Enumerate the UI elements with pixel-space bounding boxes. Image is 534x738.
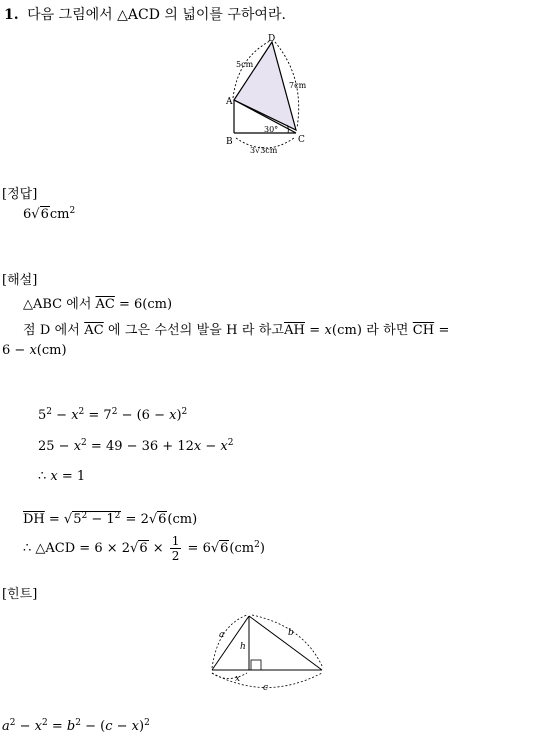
equation-3: ∴ x = 1	[38, 469, 86, 484]
answer-value: $6√6cm^2$	[23, 206, 76, 222]
solution-header: [해설]	[2, 273, 38, 288]
problem-text: 다음 그림에서 △ACD 의 넓이를 구하여라.	[27, 7, 286, 23]
angle-label: 30°	[264, 125, 279, 134]
answer-header: [정답]	[2, 187, 38, 202]
solution-line2b: 6 − x(cm)	[2, 343, 67, 358]
length-bc: 3√3cm	[250, 146, 278, 155]
hint-formula: $a^2 - x^2 = b^2 - (c - x)^2$	[2, 718, 150, 734]
triangle-figure	[222, 32, 312, 156]
problem-number: 1.	[4, 7, 19, 23]
length-ad: 5cm	[236, 60, 254, 69]
hint-label-b: b	[288, 628, 294, 638]
hint-label-c: c	[263, 683, 269, 692]
hint-label-x: x	[235, 674, 241, 684]
problem-statement	[4, 4, 286, 24]
hint-header: [힌트]	[2, 587, 38, 602]
equation-2: $25 - x^2 = 49 - 36 + 12x - x^2$	[38, 438, 234, 454]
label-C: C	[298, 135, 305, 145]
hint-label-h: h	[240, 642, 246, 652]
label-A: A	[226, 97, 233, 107]
equation-1: $5^2 - x^2 = 7^2 - (6 - x)^2$	[38, 407, 188, 423]
hint-figure	[205, 610, 330, 692]
equation-4: $\overline{DH} = √5^2 - 1^2 = 2√6(cm)$	[23, 511, 198, 527]
length-dc: 7cm	[289, 81, 307, 90]
equation-5: ∴ △ACD = 6 × 2√6 × $\frac{1}{2}$ = $6√6(cm^2)$	[23, 534, 265, 563]
solution-line2a: 점 D 에서 $\overline{AC}$ 에 그은 수선의 발을 H 라 하고$\overline{AH} = x(cm)$ 라 하면 $\overline{CH}$ =	[23, 323, 450, 338]
label-D: D	[268, 34, 276, 44]
solution-line1: △ABC 에서 $\overline{AC} = 6(cm)$	[23, 297, 173, 312]
hint-label-a: a	[219, 630, 225, 640]
label-B: B	[226, 137, 233, 147]
